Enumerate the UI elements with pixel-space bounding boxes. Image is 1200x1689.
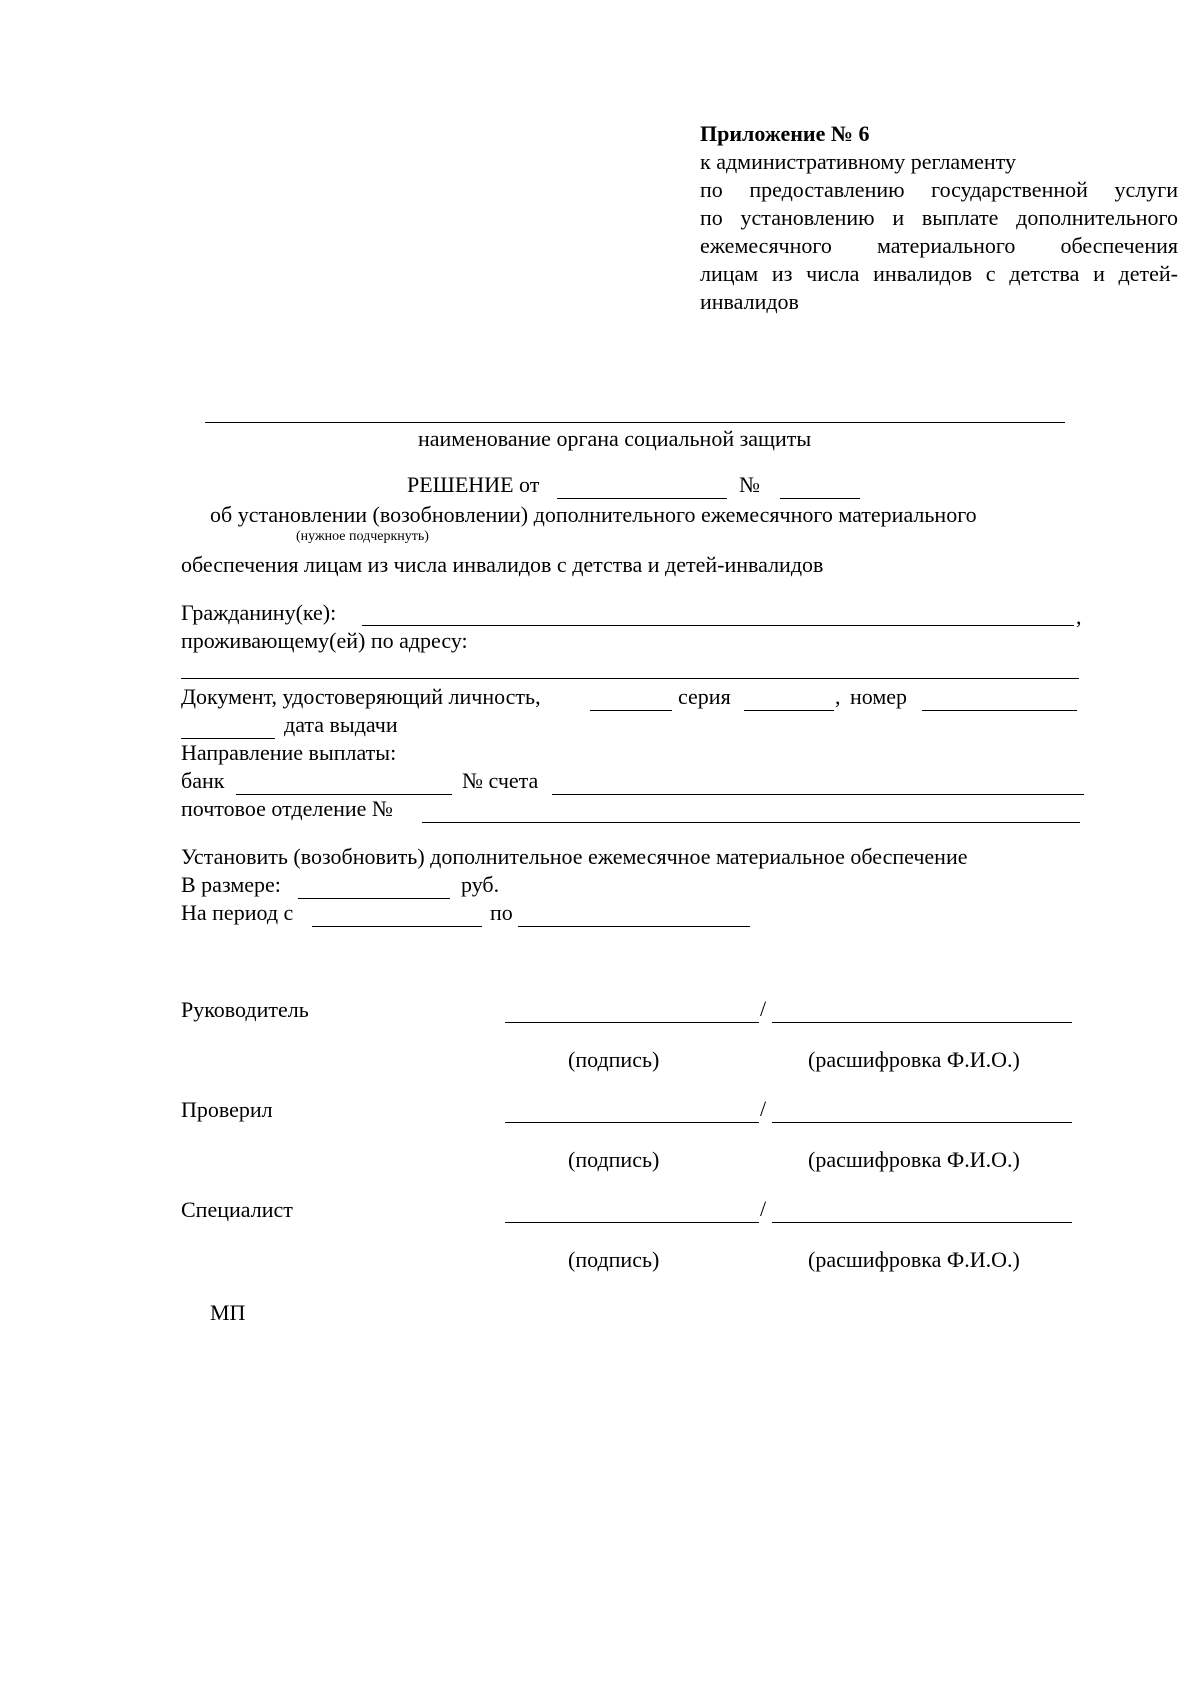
account-field[interactable] — [552, 794, 1084, 795]
appendix-block — [700, 120, 1178, 316]
citizen-label: Гражданину(ке): — [181, 600, 337, 625]
doc-number-field[interactable] — [922, 710, 1077, 711]
signature-slash: / — [760, 996, 767, 1021]
signature-caption: (подпись) — [568, 1147, 660, 1172]
name-field[interactable] — [772, 1122, 1072, 1123]
name-field[interactable] — [772, 1222, 1072, 1223]
account-label: № счета — [462, 768, 539, 793]
decision-subtitle: об установлении (возобновлении) дополнительного ежемесячного материального — [210, 502, 977, 527]
signature-field[interactable] — [505, 1122, 759, 1123]
post-office-label: почтовое отделение № — [181, 796, 393, 821]
decision-subtitle-2: обеспечения лицам из числа инвалидов с детства и детей-инвалидов — [181, 552, 824, 577]
signature-caption: (подпись) — [568, 1247, 660, 1272]
issue-date-label: дата выдачи — [284, 712, 398, 737]
bank-label: банк — [181, 768, 225, 793]
period-from-label: На период с — [181, 900, 294, 925]
series-field[interactable] — [744, 710, 834, 711]
signature-role: Специалист — [181, 1197, 293, 1222]
number-label: номер — [850, 684, 908, 709]
stamp-place: МП — [210, 1300, 246, 1325]
citizen-name-field[interactable] — [362, 625, 1074, 626]
name-caption: (расшифровка Ф.И.О.) — [808, 1147, 1020, 1172]
citizen-comma: , — [1076, 604, 1082, 629]
signature-role: Проверил — [181, 1097, 273, 1122]
appendix-line: к административному регламенту — [700, 149, 1016, 174]
period-to-label: по — [490, 900, 513, 925]
series-label: серия — [678, 684, 731, 709]
series-comma: , — [835, 684, 841, 709]
amount-label: В размере: — [181, 872, 281, 897]
appendix-line: лицам из числа инвалидов с детства и детей- — [700, 261, 1178, 286]
payment-label: Направление выплаты: — [181, 740, 397, 765]
issue-date-field[interactable] — [181, 738, 275, 739]
name-caption: (расшифровка Ф.И.О.) — [808, 1247, 1020, 1272]
appendix-line: по установлению и выплате дополнительного — [700, 205, 1178, 230]
signature-caption: (подпись) — [568, 1047, 660, 1072]
signature-slash: / — [760, 1096, 767, 1121]
decision-number-field[interactable] — [780, 498, 860, 499]
address-field[interactable] — [181, 678, 1079, 679]
bank-field[interactable] — [236, 794, 452, 795]
decision-number-label: № — [739, 472, 760, 497]
org-name-field[interactable] — [205, 422, 1065, 423]
appendix-line: ежемесячного материального обеспечения — [700, 233, 1178, 258]
name-caption: (расшифровка Ф.И.О.) — [808, 1047, 1020, 1072]
document-type-field[interactable] — [590, 710, 672, 711]
decision-date-field[interactable] — [557, 498, 727, 499]
appendix-title: Приложение № 6 — [700, 121, 870, 146]
org-caption: наименование органа социальной защиты — [418, 426, 812, 451]
signature-slash: / — [760, 1196, 767, 1221]
post-office-field[interactable] — [422, 822, 1080, 823]
currency-label: руб. — [461, 872, 500, 897]
address-label: проживающему(ей) по адресу: — [181, 628, 468, 653]
appendix-line: по предоставлению государственной услуги — [700, 177, 1178, 202]
period-to-field[interactable] — [518, 926, 750, 927]
signature-field[interactable] — [505, 1222, 759, 1223]
name-field[interactable] — [772, 1022, 1072, 1023]
decision-title: РЕШЕНИЕ от — [407, 472, 540, 497]
decision-note: (нужное подчеркнуть) — [296, 529, 429, 544]
amount-field[interactable] — [298, 898, 450, 899]
document-label: Документ, удостоверяющий личность, — [181, 684, 541, 709]
establish-text: Установить (возобновить) дополнительное ежемесячное материальное обеспечение — [181, 844, 968, 869]
signature-role: Руководитель — [181, 997, 309, 1022]
signature-field[interactable] — [505, 1022, 759, 1023]
period-from-field[interactable] — [312, 926, 482, 927]
appendix-line: инвалидов — [700, 289, 799, 314]
